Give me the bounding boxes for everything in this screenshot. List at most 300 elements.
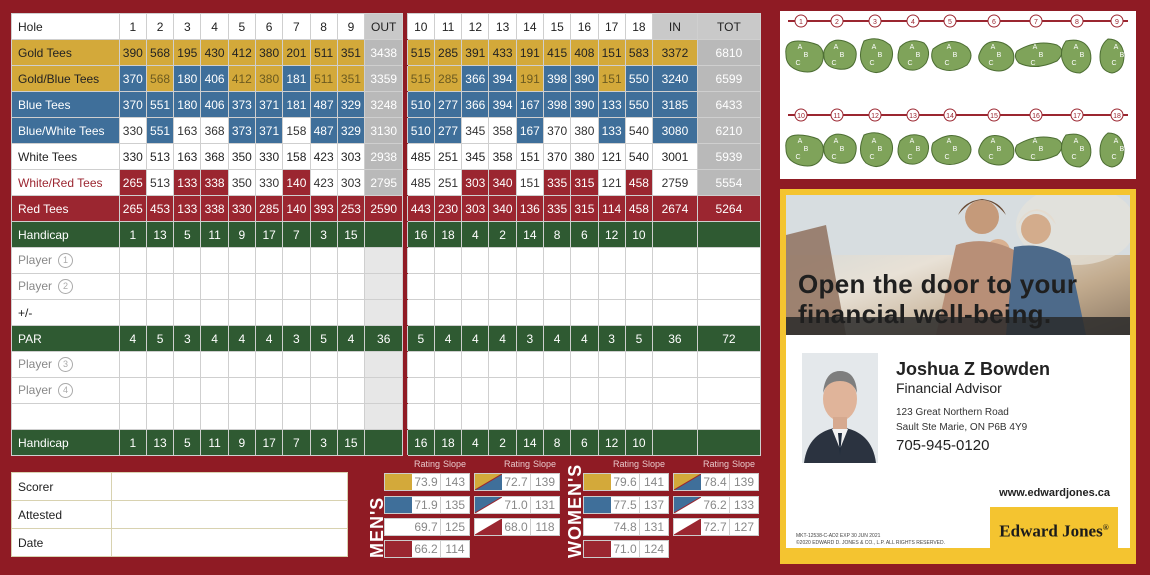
yardage-cell: 515: [407, 40, 434, 66]
score-entry-cell[interactable]: [337, 300, 364, 326]
handicap-cell: 15: [337, 222, 364, 248]
score-entry-cell[interactable]: [516, 378, 543, 404]
hole-number-label: 1: [799, 19, 803, 26]
score-entry-cell[interactable]: [571, 404, 598, 430]
score-entry-cell[interactable]: [146, 300, 173, 326]
pin-position-label: B: [952, 52, 958, 59]
out-total[interactable]: [365, 352, 403, 378]
par-cell: 4: [255, 326, 282, 352]
handicap-cell: 1: [119, 430, 146, 456]
logo-text: Edward Jones: [999, 521, 1103, 541]
handicap-label: Handicap: [12, 430, 120, 456]
score-entry-cell[interactable]: [516, 404, 543, 430]
hole-number: 15: [543, 14, 570, 40]
rating-value: 69.7: [414, 520, 438, 534]
score-entry-cell[interactable]: [462, 404, 489, 430]
scorer-box: [11, 472, 348, 557]
score-entry-cell[interactable]: [571, 248, 598, 274]
yardage-cell: 136: [516, 196, 543, 222]
score-entry-cell[interactable]: [228, 404, 255, 430]
in-total[interactable]: [653, 248, 698, 274]
score-entry-cell[interactable]: [571, 274, 598, 300]
score-entry-cell[interactable]: [598, 300, 625, 326]
par-cell: 5: [407, 326, 434, 352]
hole-number: 11: [434, 14, 461, 40]
yardage-cell: 550: [625, 92, 652, 118]
score-entry-cell[interactable]: [119, 274, 146, 300]
attested-field[interactable]: [112, 501, 348, 529]
yardage-cell: 487: [310, 92, 337, 118]
score-entry-cell[interactable]: [201, 352, 228, 378]
score-entry-cell[interactable]: [516, 300, 543, 326]
score-entry-cell[interactable]: [255, 378, 282, 404]
score-entry-cell[interactable]: [228, 248, 255, 274]
pin-position-label: B: [1038, 146, 1044, 153]
score-entry-cell[interactable]: [543, 404, 570, 430]
score-entry-cell[interactable]: [598, 404, 625, 430]
score-entry-cell[interactable]: [434, 274, 461, 300]
yardage-cell: 315: [571, 196, 598, 222]
pin-position-label: C: [907, 60, 913, 67]
yardage-cell: 358: [489, 144, 516, 170]
handicap-row-top: [12, 222, 761, 248]
score-entry-cell[interactable]: [201, 404, 228, 430]
hole-number: 4: [201, 14, 228, 40]
advisor-name: Joshua Z Bowden: [896, 359, 1051, 379]
score-entry-cell[interactable]: [571, 352, 598, 378]
score-entry-cell[interactable]: [516, 274, 543, 300]
score-entry-cell[interactable]: [571, 378, 598, 404]
pin-position-label: B: [1119, 146, 1125, 153]
par-cell: 4: [571, 326, 598, 352]
yardage-cell: 163: [174, 144, 201, 170]
ad-headline: [798, 269, 1077, 329]
green-diagram: [1100, 15, 1125, 73]
hole-number-label: 14: [946, 113, 954, 120]
score-entry-cell[interactable]: [598, 352, 625, 378]
tee-label: Gold Tees: [12, 40, 120, 66]
legal-line-2: ©2020 EDWARD D. JONES & CO., L.P. ALL RIGHTS RESERVED.: [796, 540, 946, 546]
score-entry-cell[interactable]: [489, 352, 516, 378]
yardage-cell: 513: [146, 170, 173, 196]
score-entry-cell[interactable]: [407, 404, 434, 430]
slope-heading: Slope: [732, 459, 756, 469]
yardage-cell: 315: [571, 170, 598, 196]
yardage-cell: 485: [407, 170, 434, 196]
rating-row: [384, 473, 470, 491]
score-entry-cell[interactable]: [407, 352, 434, 378]
yardage-cell: 121: [598, 170, 625, 196]
score-entry-cell[interactable]: [310, 248, 337, 274]
score-entry-cell[interactable]: [228, 378, 255, 404]
score-entry-cell[interactable]: [255, 274, 282, 300]
yardage-cell: 412: [228, 40, 255, 66]
score-entry-cell[interactable]: [174, 404, 201, 430]
rating-value: 78.4: [703, 475, 727, 489]
score-entry-cell[interactable]: [598, 378, 625, 404]
tee-swatch: [584, 519, 611, 535]
score-entry-cell[interactable]: [434, 300, 461, 326]
advisor-title: Financial Advisor: [896, 380, 1002, 396]
handicap-cell: 16: [407, 222, 434, 248]
grand-total: 6810: [697, 40, 760, 66]
par-cell: 4: [119, 326, 146, 352]
yardage-cell: 458: [625, 170, 652, 196]
grand-total[interactable]: [697, 378, 760, 404]
score-entry-cell[interactable]: [255, 404, 282, 430]
score-entry-cell[interactable]: [407, 274, 434, 300]
pin-position-label: A: [946, 44, 952, 51]
out-total: 3438: [365, 40, 403, 66]
score-entry-cell[interactable]: [543, 352, 570, 378]
score-entry-cell[interactable]: [598, 274, 625, 300]
yardage-cell: 412: [228, 66, 255, 92]
par-cell: 4: [201, 326, 228, 352]
yardage-cell: 540: [625, 144, 652, 170]
yardage-cell: 340: [489, 170, 516, 196]
pin-position-label: A: [1113, 138, 1119, 145]
hole-number: 13: [489, 14, 516, 40]
score-entry-cell[interactable]: [228, 300, 255, 326]
rating-row: [673, 518, 759, 536]
grand-total: [697, 300, 760, 326]
score-entry-cell[interactable]: [255, 300, 282, 326]
grand-total: 5264: [697, 196, 760, 222]
par-cell: 4: [337, 326, 364, 352]
score-entry-cell[interactable]: [625, 248, 652, 274]
score-entry-cell[interactable]: [310, 300, 337, 326]
yardage-cell: 380: [571, 144, 598, 170]
score-entry-cell[interactable]: [434, 404, 461, 430]
score-entry-cell[interactable]: [283, 378, 310, 404]
in-total[interactable]: [653, 274, 698, 300]
out-total[interactable]: [365, 248, 403, 274]
pin-position-label: C: [831, 60, 837, 67]
score-entry-cell[interactable]: [516, 352, 543, 378]
score-entry-cell[interactable]: [543, 248, 570, 274]
score-entry-cell[interactable]: [119, 378, 146, 404]
score-entry-cell[interactable]: [489, 300, 516, 326]
score-entry-cell[interactable]: [489, 378, 516, 404]
score-entry-cell[interactable]: [146, 404, 173, 430]
score-entry-cell[interactable]: [337, 404, 364, 430]
rating-row: [583, 518, 669, 536]
score-entry-cell[interactable]: [434, 248, 461, 274]
in-total[interactable]: [653, 352, 698, 378]
hole-number-label: 9: [1115, 19, 1119, 26]
advisor-phone[interactable]: 705-945-0120: [896, 437, 990, 454]
score-entry-cell[interactable]: [337, 274, 364, 300]
greens-diagram: [780, 11, 1136, 179]
yardage-cell: 191: [516, 40, 543, 66]
handicap-cell: 2: [489, 430, 516, 456]
yardage-cell: 330: [119, 118, 146, 144]
score-entry-cell[interactable]: [462, 300, 489, 326]
par-cell: 4: [489, 326, 516, 352]
handicap-cell: 12: [598, 430, 625, 456]
website-link[interactable]: www.edwardjones.ca: [999, 487, 1110, 499]
score-entry-cell[interactable]: [407, 378, 434, 404]
pin-position-label: C: [1030, 154, 1036, 161]
tee-swatch: [475, 497, 502, 513]
score-entry-cell[interactable]: [255, 248, 282, 274]
yardage-cell: 443: [407, 196, 434, 222]
date-field[interactable]: [112, 529, 348, 557]
pin-position-label: C: [988, 60, 994, 67]
in-total: [653, 222, 698, 248]
grand-total[interactable]: [697, 352, 760, 378]
score-entry-cell[interactable]: [119, 404, 146, 430]
yardage-cell: 285: [434, 66, 461, 92]
handicap-cell: 1: [119, 222, 146, 248]
green-diagram: [1062, 15, 1091, 73]
score-entry-cell[interactable]: [462, 378, 489, 404]
gold-blue-tees-row: [12, 66, 761, 92]
yardage-cell: 265: [119, 196, 146, 222]
score-entry-cell[interactable]: [310, 378, 337, 404]
out-total: 3130: [365, 118, 403, 144]
yardage-cell: 158: [283, 144, 310, 170]
hole-number: 10: [407, 14, 434, 40]
score-entry-cell[interactable]: [146, 378, 173, 404]
score-entry-cell[interactable]: [489, 404, 516, 430]
player-number-badge: 3: [58, 357, 73, 372]
handicap-cell: 10: [625, 430, 652, 456]
yardage-cell: 370: [543, 118, 570, 144]
plus-minus-row: [12, 300, 761, 326]
hole-number: 17: [598, 14, 625, 40]
hole-number: 7: [283, 14, 310, 40]
score-entry-cell[interactable]: [201, 274, 228, 300]
yardage-cell: 373: [228, 92, 255, 118]
row-label: [12, 404, 120, 430]
yardage-cell: 433: [489, 40, 516, 66]
score-entry-cell[interactable]: [310, 352, 337, 378]
score-entry-cell[interactable]: [625, 300, 652, 326]
score-entry-cell[interactable]: [119, 352, 146, 378]
yardage-cell: 568: [146, 66, 173, 92]
tee-swatch: [584, 474, 611, 490]
handicap-cell: 5: [174, 430, 201, 456]
score-entry-cell[interactable]: [462, 248, 489, 274]
score-entry-cell[interactable]: [146, 248, 173, 274]
hole-number: 2: [146, 14, 173, 40]
scorer-field[interactable]: [112, 473, 348, 501]
headline-line-2: financial well-being.: [798, 299, 1052, 329]
out-total: 2590: [365, 196, 403, 222]
rating-value: 73.9: [414, 475, 438, 489]
pin-position-label: A: [833, 138, 839, 145]
score-entry-cell[interactable]: [283, 248, 310, 274]
yardage-cell: 335: [543, 196, 570, 222]
score-entry-cell[interactable]: [201, 378, 228, 404]
score-entry-cell[interactable]: [119, 300, 146, 326]
score-entry-cell[interactable]: [146, 352, 173, 378]
slope-value: 131: [639, 519, 668, 535]
player-label: [12, 248, 120, 274]
grand-total[interactable]: [697, 248, 760, 274]
yardage-cell: 230: [434, 196, 461, 222]
yardage-cell: 430: [201, 40, 228, 66]
out-total[interactable]: [365, 274, 403, 300]
score-entry-cell[interactable]: [462, 274, 489, 300]
slope-value: 143: [440, 474, 469, 490]
yardage-cell: 350: [228, 170, 255, 196]
logo-mark: ®: [1102, 523, 1109, 532]
out-header: OUT: [365, 14, 403, 40]
tee-label: Gold/Blue Tees: [12, 66, 120, 92]
yardage-cell: 329: [337, 118, 364, 144]
rating-row: [474, 496, 560, 514]
score-entry-cell[interactable]: [407, 248, 434, 274]
rating-value: 76.2: [703, 498, 727, 512]
score-entry-cell[interactable]: [283, 404, 310, 430]
pin-position-label: A: [1032, 44, 1038, 51]
yardage-cell: 195: [174, 40, 201, 66]
par-cell: 5: [625, 326, 652, 352]
handicap-cell: 14: [516, 222, 543, 248]
yardage-cell: 158: [283, 118, 310, 144]
hole-number-label: 15: [990, 113, 998, 120]
score-entry-cell[interactable]: [283, 352, 310, 378]
player-label: [12, 378, 120, 404]
hole-number-label: 6: [992, 19, 996, 26]
par-cell: 3: [516, 326, 543, 352]
address-line-1: 123 Great Northern Road: [896, 407, 1009, 418]
score-entry-cell[interactable]: [337, 352, 364, 378]
score-entry-cell[interactable]: [489, 248, 516, 274]
grand-total: 6210: [697, 118, 760, 144]
score-entry-cell[interactable]: [174, 300, 201, 326]
yardage-cell: 568: [146, 40, 173, 66]
score-entry-cell[interactable]: [516, 248, 543, 274]
score-entry-cell[interactable]: [625, 352, 652, 378]
hole-number: 6: [255, 14, 282, 40]
score-entry-cell[interactable]: [598, 248, 625, 274]
hole-header-row: [12, 14, 761, 40]
slope-value: 135: [440, 497, 469, 513]
score-entry-cell[interactable]: [310, 404, 337, 430]
score-entry-cell[interactable]: [146, 274, 173, 300]
yardage-cell: 181: [283, 66, 310, 92]
yardage-cell: 380: [571, 118, 598, 144]
green-diagram: [898, 109, 929, 164]
score-entry-cell[interactable]: [337, 248, 364, 274]
score-entry-cell[interactable]: [174, 378, 201, 404]
score-entry-cell[interactable]: [228, 274, 255, 300]
in-total: 3372: [653, 40, 698, 66]
score-entry-cell[interactable]: [571, 300, 598, 326]
score-entry-cell[interactable]: [462, 352, 489, 378]
score-entry-cell[interactable]: [489, 274, 516, 300]
score-entry-cell[interactable]: [283, 274, 310, 300]
pin-position-label: C: [869, 60, 875, 67]
pin-position-label: B: [915, 52, 921, 59]
score-entry-cell[interactable]: [434, 378, 461, 404]
score-entry-cell[interactable]: [543, 378, 570, 404]
out-total[interactable]: [365, 378, 403, 404]
yardage-cell: 330: [228, 196, 255, 222]
pin-position-label: A: [871, 138, 877, 145]
score-entry-cell[interactable]: [174, 248, 201, 274]
handicap-cell: 8: [543, 222, 570, 248]
white-tees-row: [12, 144, 761, 170]
yardage-cell: 390: [571, 92, 598, 118]
score-entry-cell[interactable]: [174, 274, 201, 300]
tee-swatch: [385, 519, 412, 535]
yardage-cell: 180: [174, 92, 201, 118]
in-total: [653, 404, 698, 430]
score-entry-cell[interactable]: [119, 248, 146, 274]
tee-swatch: [385, 474, 412, 490]
yardage-cell: 513: [146, 144, 173, 170]
score-entry-cell[interactable]: [625, 274, 652, 300]
tee-swatch: [584, 541, 611, 557]
yardage-cell: 167: [516, 92, 543, 118]
hole-number: 14: [516, 14, 543, 40]
grand-total[interactable]: [697, 274, 760, 300]
yardage-cell: 550: [625, 66, 652, 92]
in-total[interactable]: [653, 378, 698, 404]
yardage-cell: 510: [407, 92, 434, 118]
slope-heading: Slope: [443, 459, 467, 469]
yardage-cell: 510: [407, 118, 434, 144]
score-entry-cell[interactable]: [434, 352, 461, 378]
score-entry-cell[interactable]: [407, 300, 434, 326]
score-entry-cell[interactable]: [201, 248, 228, 274]
score-entry-cell[interactable]: [201, 300, 228, 326]
pin-position-label: A: [871, 44, 877, 51]
score-entry-cell[interactable]: [543, 274, 570, 300]
par-label: PAR: [12, 326, 120, 352]
green-diagram: [898, 15, 929, 70]
pin-position-label: B: [877, 146, 883, 153]
score-entry-cell[interactable]: [543, 300, 570, 326]
player-number-badge: 2: [58, 279, 73, 294]
in-total: 2674: [653, 196, 698, 222]
yardage-cell: 140: [283, 196, 310, 222]
score-entry-cell[interactable]: [174, 352, 201, 378]
yardage-cell: 285: [434, 40, 461, 66]
hole-number-label: 7: [1034, 19, 1038, 26]
pin-position-label: A: [946, 138, 952, 145]
green-diagram: [860, 109, 892, 167]
handicap-cell: 7: [283, 222, 310, 248]
score-entry-cell[interactable]: [625, 404, 652, 430]
handicap-cell: 13: [146, 222, 173, 248]
slope-value: 133: [729, 497, 758, 513]
rating-value: 68.0: [504, 520, 528, 534]
handicap-cell: 5: [174, 222, 201, 248]
yardage-cell: 408: [571, 40, 598, 66]
yardage-cell: 370: [119, 66, 146, 92]
address-line-2: Sault Ste Marie, ON P6B 4Y9: [896, 422, 1028, 433]
score-entry-cell[interactable]: [625, 378, 652, 404]
in-total: 3001: [653, 144, 698, 170]
score-entry-cell[interactable]: [228, 352, 255, 378]
handicap-cell: 6: [571, 430, 598, 456]
score-entry-cell[interactable]: [310, 274, 337, 300]
score-entry-cell[interactable]: [255, 352, 282, 378]
yardage-cell: 380: [255, 66, 282, 92]
green-diagram: [1062, 109, 1091, 167]
rating-value: 66.2: [414, 542, 438, 556]
hole-number-label: 16: [1032, 113, 1040, 120]
score-entry-cell[interactable]: [337, 378, 364, 404]
pin-position-label: C: [1071, 60, 1077, 67]
score-entry-cell[interactable]: [283, 300, 310, 326]
advertisement: [780, 189, 1136, 564]
